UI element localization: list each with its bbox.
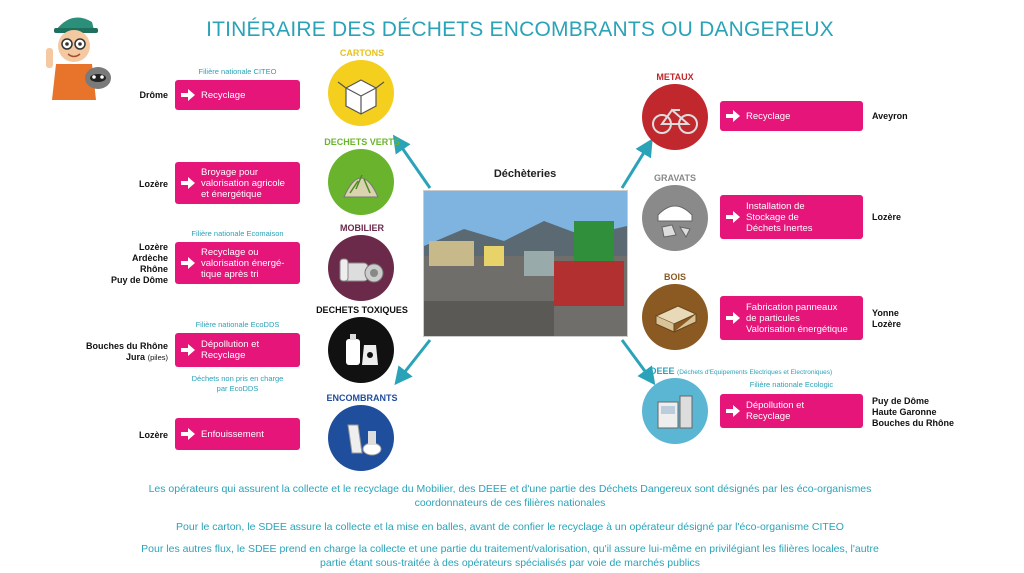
sofa-icon	[340, 259, 383, 282]
mascot-illustration	[42, 8, 112, 103]
arrow-right-icon	[724, 195, 742, 239]
note-non-pris-en-charge: Déchets non pris en charge par EcoDDS	[191, 374, 284, 393]
note-citeo: Filière nationale CITEO	[198, 67, 277, 76]
leaves-icon	[344, 175, 378, 197]
region-mobilier: Lozère Ardèche Rhône Puy de Dôme	[110, 242, 168, 285]
bois-circle	[642, 284, 708, 350]
paragraph-2: Pour le carton, le SDEE assure la collecte et la mise en balles, avant de confier le recyclage à un opérateur désigné par l'éco-organisme CITEO	[176, 521, 844, 533]
encombrants-circle	[328, 405, 394, 471]
arrow-right-icon	[179, 333, 197, 367]
bulky-icon	[348, 425, 381, 455]
category-encombrants: ENCOMBRANTS	[326, 393, 398, 403]
gravats-circle	[642, 185, 708, 251]
action-box-bois: Fabrication panneaux de particules Valorisation énergétique	[720, 296, 863, 340]
bike-icon	[653, 110, 697, 133]
category-deee: DEEE (Déchets d'Equipements Electriques et Electroniques)	[650, 366, 833, 376]
appliance-icon	[658, 396, 692, 428]
arrow-right-icon	[179, 162, 197, 204]
pallet-icon	[656, 306, 696, 332]
category-dechets-verts: DECHETS VERTS	[324, 137, 400, 147]
action-box-metaux: Recyclage	[720, 101, 863, 131]
chemical-icon	[346, 334, 378, 365]
arrow-right-icon	[179, 418, 197, 450]
box-icon	[338, 80, 384, 114]
dechets-toxiques-circle	[328, 317, 394, 383]
center-label: Déchèteries	[493, 168, 557, 180]
dechets-verts-circle	[328, 149, 394, 215]
arrow-right-icon	[179, 242, 197, 284]
action-box-deee: Dépollution et Recyclage	[720, 394, 863, 428]
cartons-circle	[328, 60, 394, 126]
paragraph-3: Pour les autres flux, le SDEE prend en charge la collecte et une partie du traitement/valorisation, qu'il assure lui-même en privilégiant les filières locales, l'autre partie étant sous-traitée à des opérateurs spécialisés par voie de marchés publics	[141, 543, 879, 569]
mobilier-circle	[328, 235, 394, 301]
region-gravats: Lozère	[872, 212, 902, 222]
action-box-dechets-toxiques: Dépollution et Recyclage	[175, 333, 300, 367]
region-dechets-toxiques: Bouches du Rhône Jura (piles)	[85, 341, 168, 362]
action-box-encombrants: Enfouissement	[175, 418, 300, 450]
category-metaux: METAUX	[656, 72, 694, 82]
rubble-icon	[658, 206, 692, 237]
category-mobilier: MOBILIER	[340, 223, 384, 233]
arrow-right-icon	[179, 80, 197, 110]
arrow-right-icon	[724, 296, 742, 340]
deee-circle	[642, 378, 708, 444]
category-bois: BOIS	[663, 272, 686, 282]
region-cartons: Drôme	[139, 90, 168, 100]
dechetterie-photo	[423, 190, 628, 337]
region-metaux: Aveyron	[872, 111, 908, 121]
arrow-right-icon	[724, 101, 742, 131]
region-encombrants: Lozère	[138, 430, 168, 440]
action-box-gravats: Installation de Stockage de Déchets Inertes	[720, 195, 863, 239]
region-deee: Puy de Dôme Haute Garonne Bouches du Rhône	[872, 396, 955, 428]
action-box-cartons: Recyclage	[175, 80, 300, 110]
note-ecologic: Filière nationale Ecologic	[749, 380, 834, 389]
metaux-circle	[642, 84, 708, 150]
action-box-mobilier: Recyclage ou valorisation énergé- tique après tri	[175, 242, 300, 284]
category-gravats: GRAVATS	[654, 173, 696, 183]
category-cartons: CARTONS	[339, 48, 385, 58]
note-ecomaison: Filière nationale Ecomaison	[191, 229, 284, 238]
action-box-dechets-verts: Broyage pour valorisation agricole et énergétique	[175, 162, 300, 204]
note-ecodds: Filière nationale EcoDDS	[195, 320, 280, 329]
category-dechets-toxiques: DECHETS TOXIQUES	[316, 305, 408, 315]
arrow-right-icon	[724, 394, 742, 428]
region-dechets-verts: Lozère	[138, 179, 168, 189]
paragraph-1: Les opérateurs qui assurent la collecte et le recyclage du Mobilier, des DEEE et d'une partie des Déchets Dangereux sont désignés par les éco-organismes coordonnateurs de ces filières nationales	[148, 483, 872, 509]
region-bois: Yonne Lozère	[872, 308, 902, 329]
page-title: ITINÉRAIRE DES DÉCHETS ENCOMBRANTS OU DANGEREUX	[206, 18, 834, 41]
